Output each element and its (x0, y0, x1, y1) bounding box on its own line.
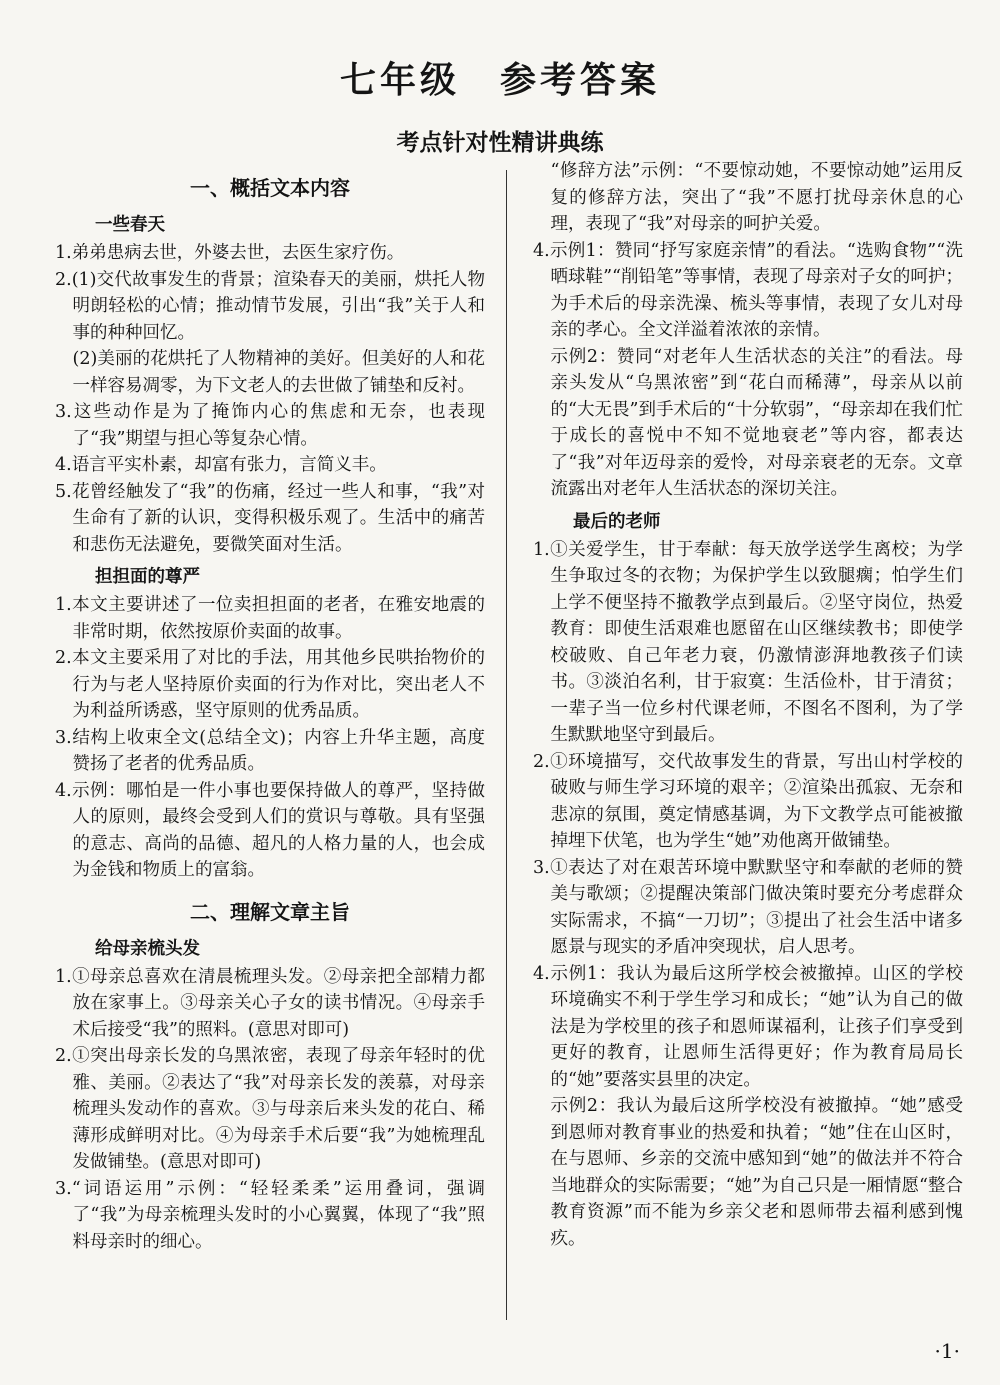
answer-item: 1.①关爱学生，甘于奉献：每天放学送学生离校；为学生争取过冬的衣物；为保护学生以致腿瘸；怕学生们上学不便坚持不撤教学点到最后。②坚守岗位，热爱教育：即使生活艰难也愿留在山区继续教书；即使学校破败、自己年老力衰，仍激情澎湃地教孩子们读书。③淡泊名利，甘于寂寞：生活俭朴，甘于清贫；一辈子当一位乡村代课老师，不图名不图利，为了学生默默地坚守到最后。 (533, 539, 963, 745)
answer-item: 2.①环境描写，交代故事发生的背景，写出山村学校的破败与师生学习环境的艰辛；②渲染出孤寂、无奈和悲凉的氛围，奠定情感基调，为下文教学点可能被撤掉埋下伏笔，也为学生“她”劝他离开做铺垫。 (533, 751, 963, 851)
answer-item: 示例2：我认为最后这所学校没有被撤掉。“她”感受到恩师对教育事业的热爱和执着；“她”住在山区时，在与恩师、乡亲的交流中感知到“她”的做法并不符合当地群众的实际需要；“她”为自己只是一厢情愿“整合教育资源”而不能为乡亲父老和恩师带去福利感到愧疚。 (550, 1096, 963, 1249)
section-heading: 二、理解文章主旨 (190, 899, 350, 924)
section-heading: 一、概括文本内容 (190, 176, 350, 200)
answer-item: 2.①突出母亲长发的乌黑浓密，表现了母亲年轻时的优雅、美丽。②表达了“我”对母亲长发的羡慕，对母亲梳理头发动作的喜欢。③与母亲后来头发的花白、稀薄形成鲜明对比。④为母亲手术后要“我”为她梳理乱发做铺垫。(意思对即可) (55, 1046, 485, 1172)
article-title: 给母亲梳头发 (95, 938, 200, 959)
page-subtitle: 考点针对性精讲典练 (396, 130, 604, 156)
answer-item: 3.①表达了对在艰苦环境中默默坚守和奉献的老师的赞美与歌颂；②提醒决策部门做决策时要充分考虑群众实际需求，不搞“一刀切”；③提出了社会生活中诸多愿景与现实的矛盾冲突现状，启人思考。 (533, 857, 963, 957)
answer-item: 2.本文主要采用了对比的手法，用其他乡民哄抬物价的行为与老人坚持原价卖面的行为作对比，突出老人不为利益所诱惑，坚守原则的优秀品质。 (55, 648, 485, 721)
answer-title: 参考答案 (500, 59, 661, 101)
answer-item: 3.结构上收束全文(总结全文)；内容上升华主题，高度赞扬了老者的优秀品质。 (55, 727, 485, 774)
answer-item: 4.语言平实朴素，却富有张力，言简义丰。 (55, 455, 387, 475)
answer-item: “修辞方法”示例：“不要惊动她，不要惊动她”运用反复的修辞方法，突出了“我”不愿打扰母亲休息的心理，表现了“我”对母亲的呵护关爱。 (550, 161, 963, 234)
answer-item: 1.本文主要讲述了一位卖担担面的老者，在雅安地震的非常时期，依然按原价卖面的故事。 (55, 595, 485, 642)
answer-item: 5.花曾经触发了“我”的伤痛，经过一些人和事，“我”对生命有了新的认识，变得积极乐观了。生活中的痛苦和悲伤无法避免，要微笑面对生活。 (55, 481, 485, 555)
answer-item: 3.这些动作是为了掩饰内心的焦虑和无奈，也表现了“我”期望与担心等复杂心情。 (55, 402, 485, 449)
page-number: ·1· (934, 1339, 960, 1363)
answer-item: 1.①母亲总喜欢在清晨梳理头发。②母亲把全部精力都放在家事上。③母亲关心子女的读书情况。④母亲手术后接受“我”的照料。(意思对即可) (55, 966, 485, 1040)
answer-item: 4.示例1：我认为最后这所学校会被撤掉。山区的学校环境确实不利于学生学习和成长；“她”认为自己的做法是为学校里的孩子和恩师谋福利，让孩子们享受到更好的教育，让恩师生活得更好；作为教育局局长的“她”要落实县里的决定。 (533, 963, 963, 1090)
right-column (533, 158, 963, 1252)
answer-item: 4.示例1：赞同“抒写家庭亲情”的看法。“选购食物”“洗晒球鞋”“削铅笔”等事情，表现了母亲对子女的呵护；为手术后的母亲洗澡、梳头等事情，表现了女儿对母亲的孝心。全文洋溢着浓浓的亲情。 (533, 240, 963, 340)
article-title: 一些春天 (95, 215, 165, 235)
page-title (0, 52, 1000, 103)
answer-item: (2)美丽的花烘托了人物精神的美好。但美好的人和花一样容易凋零，为下文老人的去世做了铺垫和反衬。 (72, 349, 485, 396)
column-divider (506, 170, 507, 1320)
answer-item: 1.弟弟患病去世，外婆去世，去医生家疗伤。 (55, 243, 405, 263)
answer-item: 4.示例：哪怕是一件小事也要保持做人的尊严，坚持做人的原则，最终会受到人们的赏识与尊敬。具有坚强的意志、高尚的品德、超凡的人格力量的人，也会成为金钱和物质上的富翁。 (55, 780, 485, 880)
grade-label: 七年级 (339, 59, 460, 101)
answer-item: 3.“词语运用”示例：“轻轻柔柔”运用叠词，强调了“我”为母亲梳理头发时的小心翼翼，体现了“我”照料母亲时的细心。 (55, 1178, 485, 1252)
left-column (55, 170, 485, 1255)
answer-item: 示例2：赞同“对老年人生活状态的关注”的看法。母亲头发从“乌黑浓密”到“花白而稀薄”，母亲从以前的“大无畏”到手术后的“十分软弱”，“母亲却在我们忙于成长的喜悦中不知不觉地衰老”等内容，都表达了“我”对年迈母亲的爱怜，对母亲衰老的无奈。文章流露出对老年人生活状态的深切关注。 (550, 346, 963, 499)
answer-item: 2.(1)交代故事发生的背景；渲染春天的美丽，烘托人物明朗轻松的心情；推动情节发展，引出“我”关于人和事的种种回忆。 (55, 269, 485, 343)
article-title: 最后的老师 (573, 511, 661, 532)
article-title: 担担面的尊严 (95, 567, 200, 587)
